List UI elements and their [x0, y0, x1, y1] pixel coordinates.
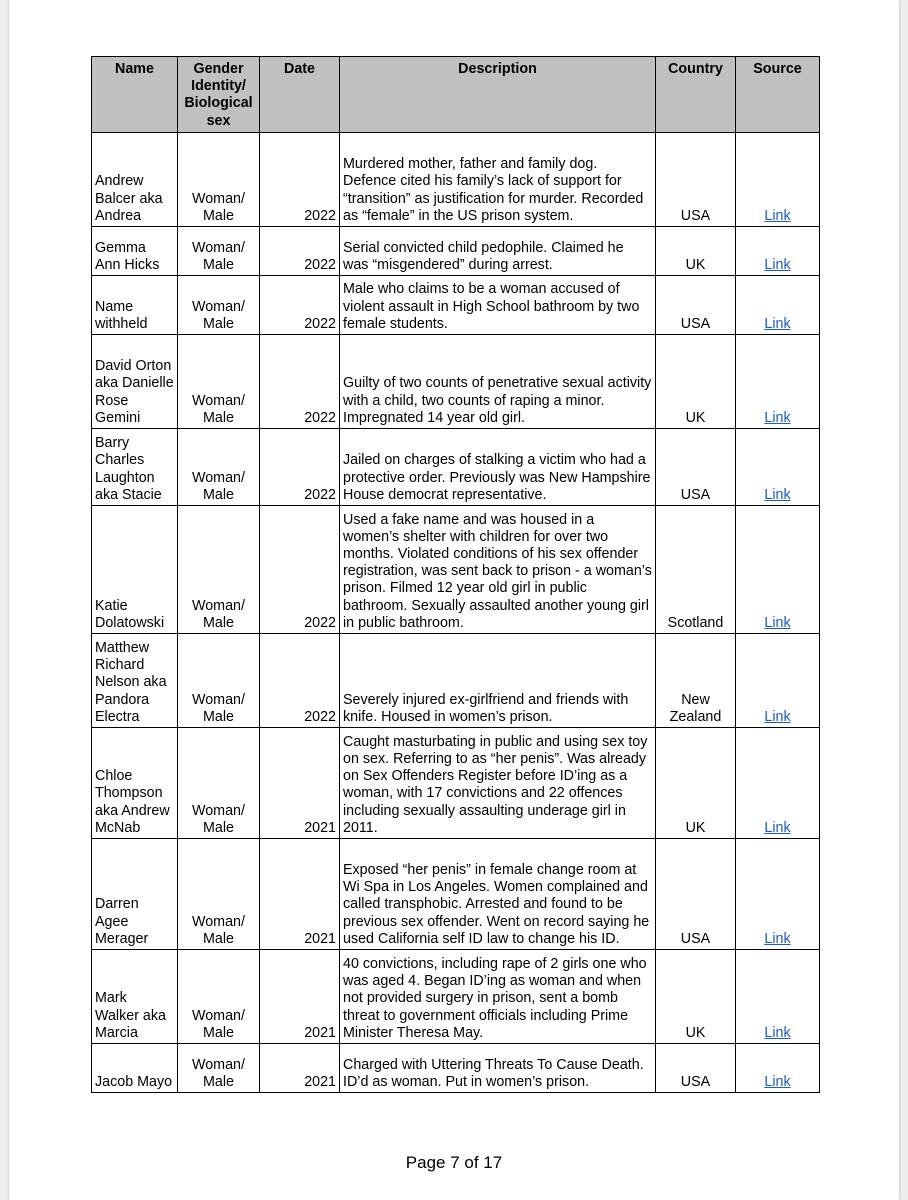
source-link[interactable]: Link — [764, 614, 791, 631]
cell-date: 2021 — [260, 950, 340, 1044]
cell-date: 2021 — [260, 1044, 340, 1093]
cell-name: Matthew Richard Nelson aka Pandora Electra — [92, 634, 178, 728]
header-description: Description — [340, 57, 656, 133]
header-gender: Gender Identity/ Biological sex — [178, 57, 260, 133]
cell-source — [736, 634, 820, 728]
cell-gender: Woman/ Male — [178, 728, 260, 839]
cell-country: UK — [656, 335, 736, 429]
cell-country: UK — [656, 728, 736, 839]
cell-name: David Orton aka Danielle Rose Gemini — [92, 335, 178, 429]
cell-description: Male who claims to be a woman accused of violent assault in High School bathroom by two female students. — [340, 276, 656, 335]
cell-description: Jailed on charges of stalking a victim who had a protective order. Previously was New Hampshire House democrat representative. — [340, 429, 656, 506]
table-row — [92, 133, 820, 227]
cell-country: USA — [656, 1044, 736, 1093]
cell-country: UK — [656, 227, 736, 276]
cell-description: Charged with Uttering Threats To Cause Death. ID’d as woman. Put in women’s prison. — [340, 1044, 656, 1093]
cell-gender: Woman/ Male — [178, 133, 260, 227]
table-row — [92, 728, 820, 839]
cell-description: Serial convicted child pedophile. Claimed he was “misgendered” during arrest. — [340, 227, 656, 276]
cell-date: 2022 — [260, 276, 340, 335]
cell-source — [736, 839, 820, 950]
source-link[interactable]: Link — [764, 315, 791, 332]
cell-country: Scotland — [656, 506, 736, 634]
table-header-row — [92, 57, 820, 133]
cell-country: USA — [656, 429, 736, 506]
header-source: Source — [736, 57, 820, 133]
source-link[interactable]: Link — [764, 1073, 791, 1090]
offenders-table — [91, 56, 820, 1093]
source-link[interactable]: Link — [764, 256, 791, 273]
source-link[interactable]: Link — [764, 708, 791, 725]
cell-gender: Woman/ Male — [178, 634, 260, 728]
cell-gender: Woman/ Male — [178, 335, 260, 429]
page-number: Page 7 of 17 — [405, 1153, 503, 1172]
table-row — [92, 335, 820, 429]
cell-source — [736, 335, 820, 429]
cell-name: Gemma Ann Hicks — [92, 227, 178, 276]
cell-name: Chloe Thompson aka Andrew McNab — [92, 728, 178, 839]
cell-source — [736, 276, 820, 335]
source-link[interactable]: Link — [764, 819, 791, 836]
table-row — [92, 839, 820, 950]
cell-name: Mark Walker aka Marcia — [92, 950, 178, 1044]
cell-date: 2022 — [260, 133, 340, 227]
cell-gender: Woman/ Male — [178, 227, 260, 276]
cell-source — [736, 728, 820, 839]
cell-source — [736, 133, 820, 227]
cell-source — [736, 506, 820, 634]
cell-country: New Zealand — [656, 634, 736, 728]
cell-source — [736, 950, 820, 1044]
cell-description: Guilty of two counts of penetrative sexual activity with a child, two counts of raping a minor. Impregnated 14 year old girl. — [340, 335, 656, 429]
cell-gender: Woman/ Male — [178, 1044, 260, 1093]
cell-date: 2021 — [260, 728, 340, 839]
cell-name: Barry Charles Laughton aka Stacie — [92, 429, 178, 506]
cell-name: Name withheld — [92, 276, 178, 335]
cell-country: USA — [656, 839, 736, 950]
cell-name: Katie Dolatowski — [92, 506, 178, 634]
cell-description: Used a fake name and was housed in a women’s shelter with children for over two months. Violated conditions of his sex offender registration, was sent back to prison - a woman’s prison. Filmed 12 year old girl in public bathroom. Sexually assaulted another young girl in public bathroom. — [340, 506, 656, 634]
header-country: Country — [656, 57, 736, 133]
table-row — [92, 276, 820, 335]
cell-date: 2022 — [260, 506, 340, 634]
table-row — [92, 429, 820, 506]
cell-date: 2022 — [260, 227, 340, 276]
cell-gender: Woman/ Male — [178, 506, 260, 634]
source-link[interactable]: Link — [764, 486, 791, 503]
cell-description: Caught masturbating in public and using sex toy on sex. Referring to as “her penis”. Was already on Sex Offenders Register before ID’ing as a woman, with 17 convictions and 22 offences including sexually assaulting underage girl in 2011. — [340, 728, 656, 839]
source-link[interactable]: Link — [764, 409, 791, 426]
cell-description: Severely injured ex-girlfriend and friends with knife. Housed in women’s prison. — [340, 634, 656, 728]
cell-source — [736, 227, 820, 276]
cell-description: Murdered mother, father and family dog. Defence cited his family’s lack of support for “transition” as justification for murder. Recorded as “female” in the US prison system. — [340, 133, 656, 227]
table-row — [92, 227, 820, 276]
source-link[interactable]: Link — [764, 930, 791, 947]
cell-name: Jacob Mayo — [92, 1044, 178, 1093]
cell-country: UK — [656, 950, 736, 1044]
source-link[interactable]: Link — [764, 1024, 791, 1041]
table-row — [92, 950, 820, 1044]
table-row — [92, 1044, 820, 1093]
cell-name: Darren Agee Merager — [92, 839, 178, 950]
header-name: Name — [92, 57, 178, 133]
cell-source — [736, 1044, 820, 1093]
table-row — [92, 506, 820, 634]
cell-country: USA — [656, 133, 736, 227]
cell-name: Andrew Balcer aka Andrea — [92, 133, 178, 227]
cell-date: 2021 — [260, 839, 340, 950]
cell-gender: Woman/ Male — [178, 950, 260, 1044]
cell-gender: Woman/ Male — [178, 429, 260, 506]
cell-description: 40 convictions, including rape of 2 girls one who was aged 4. Began ID’ing as woman and when not provided surgery in prison, sent a bomb threat to government officials including Prime Minister Theresa May. — [340, 950, 656, 1044]
header-date: Date — [260, 57, 340, 133]
cell-date: 2022 — [260, 429, 340, 506]
cell-description: Exposed “her penis” in female change room at Wi Spa in Los Angeles. Women complained and called transphobic. Arrested and found to be previous sex offender. Went on record saying he used California self ID law to change his ID. — [340, 839, 656, 950]
source-link[interactable]: Link — [764, 207, 791, 224]
document-page — [9, 0, 899, 1200]
cell-gender: Woman/ Male — [178, 276, 260, 335]
cell-date: 2022 — [260, 634, 340, 728]
table-body — [92, 133, 820, 1093]
cell-date: 2022 — [260, 335, 340, 429]
cell-gender: Woman/ Male — [178, 839, 260, 950]
table-row — [92, 634, 820, 728]
cell-country: USA — [656, 276, 736, 335]
cell-source — [736, 429, 820, 506]
